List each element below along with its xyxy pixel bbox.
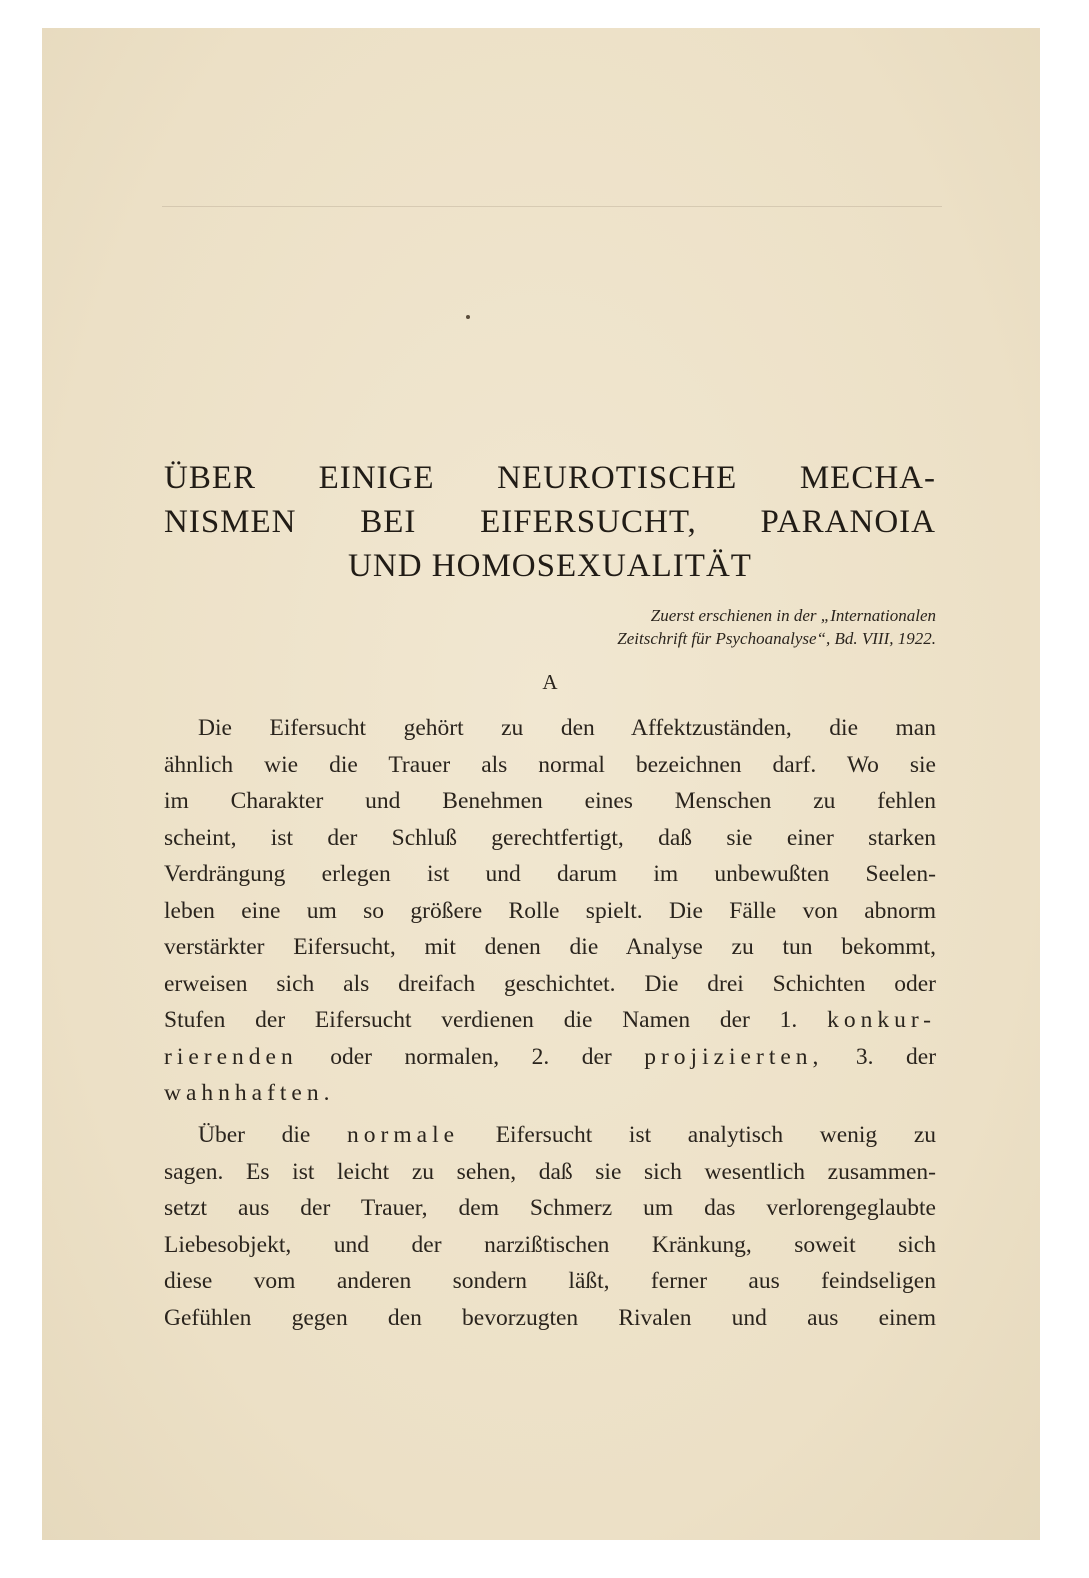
line-text: Über die bbox=[198, 1122, 311, 1148]
paragraph-1-line bbox=[164, 1075, 936, 1112]
paragraph-2-line: diese vom anderen sondern läßt, ferner aus feindseligen bbox=[164, 1268, 936, 1294]
source-note bbox=[617, 604, 936, 650]
paragraph-2-line: setzt aus der Trauer, dem Schmerz um das verlorengeglaubte bbox=[164, 1195, 936, 1221]
paragraph-1-line: Die Eifersucht gehört zu den Affektzuständen, die man bbox=[198, 715, 936, 741]
paragraph-1 bbox=[164, 710, 936, 1112]
paragraph-1-line: scheint, ist der Schluß gerechtfertigt, daß sie einer starken bbox=[164, 824, 936, 851]
title-line-1: ÜBER EINIGE NEUROTISCHE MECHA- bbox=[164, 460, 936, 496]
paragraph-1-line: erweisen sich als dreifach geschichtet. Die drei Schichten oder bbox=[164, 970, 936, 997]
paragraph-2-line: Gefühlen gegen den bevorzugten Rivalen und aus einem bbox=[164, 1304, 936, 1331]
article-title bbox=[164, 456, 936, 588]
paragraph-1-line: ähnlich wie die Trauer als normal bezeichnen darf. Wo sie bbox=[164, 751, 936, 778]
paragraph-2-line bbox=[164, 1117, 936, 1154]
paragraph-1-line bbox=[164, 1002, 936, 1039]
page-sheet bbox=[42, 28, 1040, 1540]
line-text: Stufen der Eifersucht verdienen die Namen der 1. bbox=[164, 1007, 798, 1033]
paper-speck bbox=[466, 315, 470, 319]
section-heading: A bbox=[542, 670, 558, 694]
title-line-2: NISMEN BEI EIFERSUCHT, PARANOIA bbox=[164, 504, 936, 540]
spaced-term: projizierten, bbox=[644, 1043, 824, 1070]
source-note-line-2: Zeitschrift für Psychoanalyse“, Bd. VIII, 1922. bbox=[617, 629, 936, 648]
line-text: oder normalen, 2. der bbox=[330, 1043, 612, 1070]
paragraph-2-line: Liebesobjekt, und der narzißtischen Kränkung, soweit sich bbox=[164, 1231, 936, 1258]
spaced-term: normale bbox=[347, 1122, 460, 1148]
title-line-3: UND HOMOSEXUALITÄT bbox=[348, 548, 752, 584]
spaced-term: rierenden bbox=[164, 1043, 298, 1070]
spaced-term: konkur- bbox=[827, 1007, 937, 1033]
paragraph-1-line: leben eine um so größere Rolle spielt. Die Fälle von abnorm bbox=[164, 897, 936, 924]
show-through-rule bbox=[162, 206, 942, 207]
source-note-line-1: Zuerst erschienen in der „Internationalen bbox=[650, 606, 936, 625]
line-text: Eifersucht ist analytisch wenig zu bbox=[495, 1122, 937, 1148]
paragraph-2-line: sagen. Es ist leicht zu sehen, daß sie sich wesentlich zusammen- bbox=[164, 1158, 936, 1185]
spaced-term: wahnhaften. bbox=[164, 1080, 335, 1106]
paragraph-1-line: Verdrängung erlegen ist und darum im unbewußten Seelen- bbox=[164, 861, 936, 887]
paragraph-1-line: verstärkter Eifersucht, mit denen die Analyse zu tun bekommt, bbox=[164, 934, 936, 960]
paragraph-2 bbox=[164, 1117, 936, 1336]
paragraph-1-line: im Charakter und Benehmen eines Menschen zu fehlen bbox=[164, 788, 936, 814]
line-text: 3. der bbox=[855, 1043, 937, 1070]
paragraph-1-line bbox=[164, 1039, 936, 1076]
